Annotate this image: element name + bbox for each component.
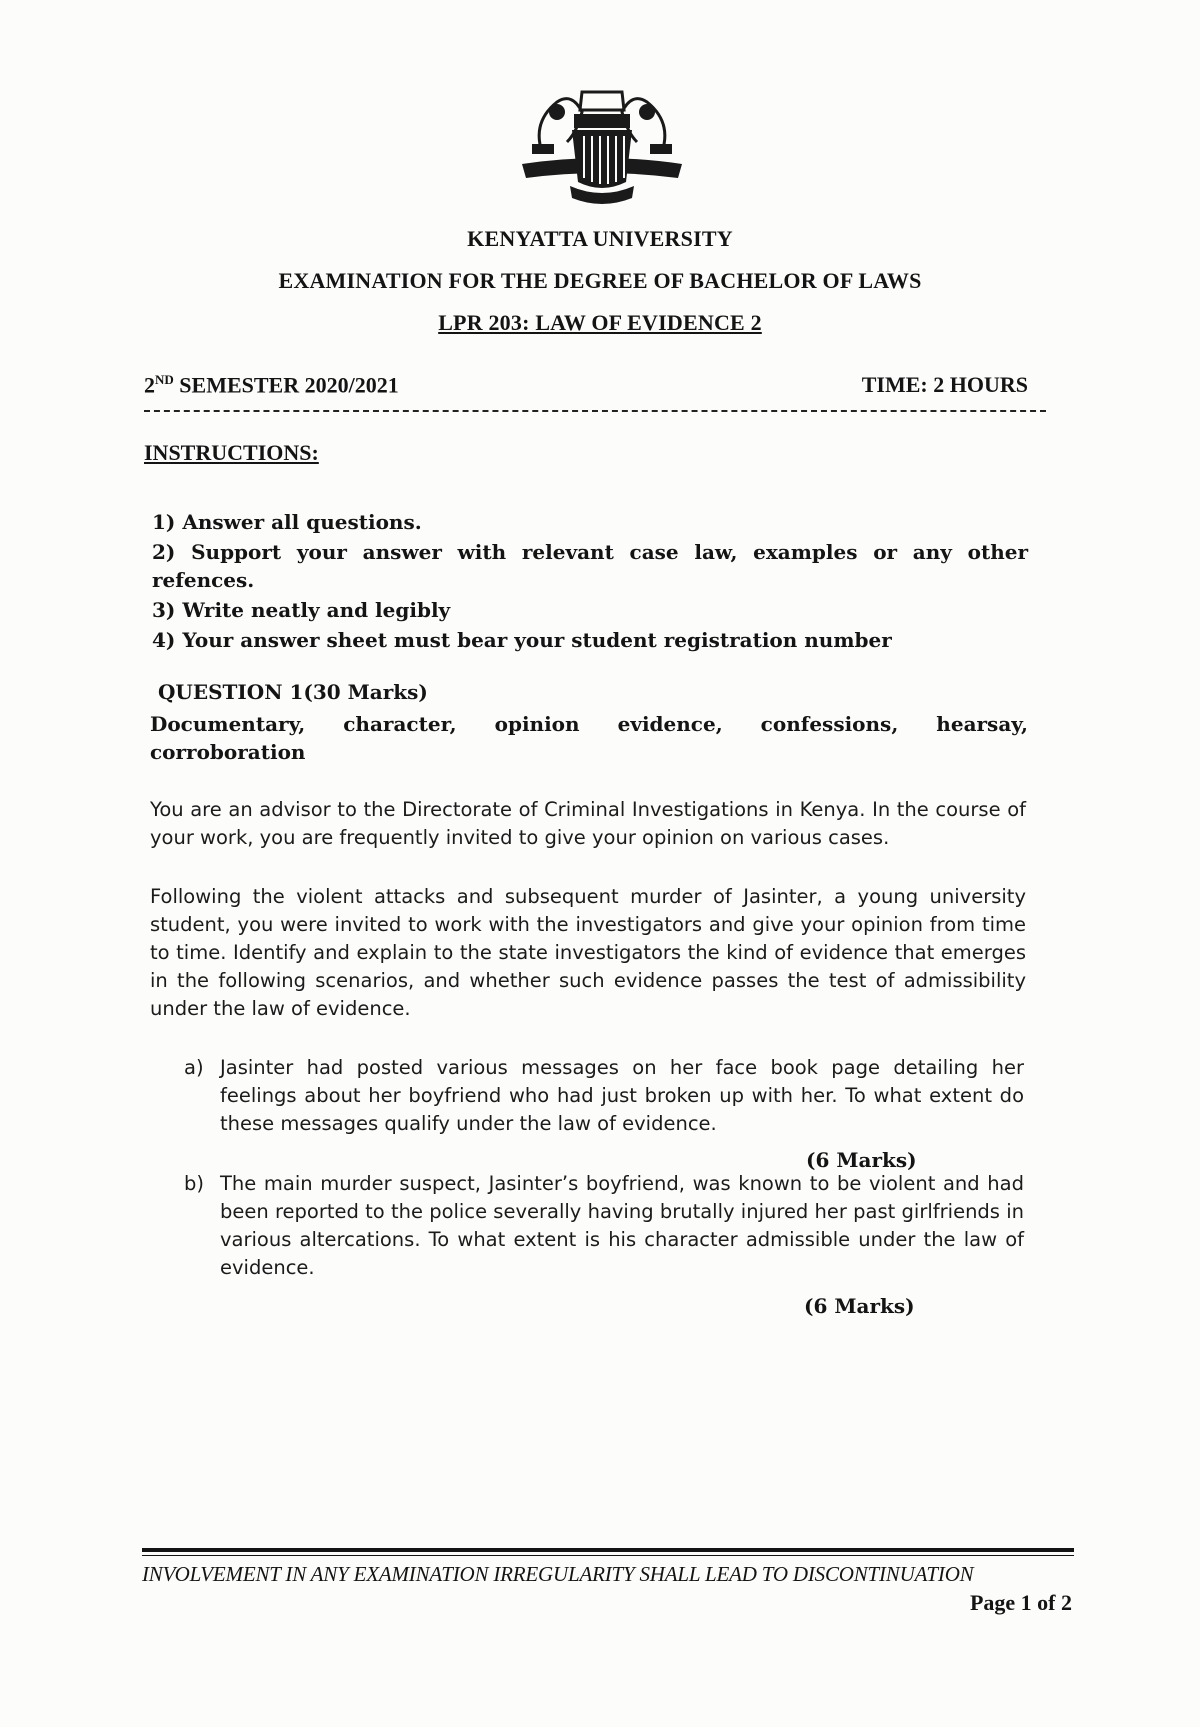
instruction-item: 2) Support your answer with relevant case law, examples or any other refences. <box>152 540 1028 592</box>
university-crest-icon <box>512 82 692 212</box>
exam-duration: TIME: 2 HOURS <box>861 372 1028 397</box>
sub-question-letter: b) <box>184 1172 204 1195</box>
sub-question-text: The main murder suspect, Jasinter’s boyfriend, was known to be violent and had been reported to the police severally having brutally injured her past girlfriends in various altercations. To what extent is his character admissible under the law of evidence. <box>220 1172 1024 1279</box>
footer-rule-thin <box>142 1555 1074 1556</box>
question-topics <box>150 710 1028 766</box>
marks-label: (6 Marks) <box>804 1294 915 1318</box>
instruction-item: 4) Your answer sheet must bear your student registration number <box>152 628 892 652</box>
topic: character, <box>343 712 457 736</box>
topic: corroboration <box>150 740 306 764</box>
sub-question-text: Jasinter had posted various messages on her face book page detailing her feelings about her boyfriend who had just broken up with her. To what extent do these messages qualify under the law of evidence. <box>220 1056 1024 1135</box>
sub-question-a <box>184 1054 1024 1138</box>
topic: evidence, <box>617 712 723 736</box>
page-number: Page 1 of 2 <box>969 1590 1072 1615</box>
semester-number: 2 <box>144 372 155 398</box>
course-title-text: LPR 203: LAW OF EVIDENCE 2 <box>438 310 762 335</box>
instructions-title: INSTRUCTIONS: <box>144 440 319 465</box>
course-title <box>0 310 1200 336</box>
topic: opinion <box>494 712 580 736</box>
question-title: QUESTION 1(30 Marks) <box>158 680 428 704</box>
topic: Documentary, <box>150 712 306 736</box>
header-divider <box>144 410 1046 412</box>
marks-label: (6 Marks) <box>806 1148 917 1172</box>
question-paragraph: Following the violent attacks and subsequent murder of Jasinter, a young university student, you were invited to work with the investigators and give your opinion from time to time. Identify and explain to the state investigators the kind of evidence that emerges in the following scenarios, and whether such evidence passes the test of admissibility under the law of evidence. <box>150 885 1026 1020</box>
semester-suffix: ND <box>155 372 174 387</box>
topic: hearsay, <box>936 712 1028 736</box>
sub-question-b <box>184 1170 1024 1282</box>
footer-warning: INVOLVEMENT IN ANY EXAMINATION IRREGULARITY SHALL LEAD TO DISCONTINUATION <box>142 1562 974 1586</box>
footer-rule <box>142 1548 1074 1552</box>
topics-line <box>150 710 1028 738</box>
instructions-list <box>152 508 1028 656</box>
university-name: KENYATTA UNIVERSITY <box>467 226 733 251</box>
topic: confessions, <box>760 712 899 736</box>
semester-text: SEMESTER 2020/2021 <box>173 372 399 398</box>
question-paragraph: You are an advisor to the Directorate of Criminal Investigations in Kenya. In the course of your work, you are frequently invited to give your opinion on various cases. <box>150 798 1026 849</box>
semester <box>144 372 399 398</box>
instruction-item: 3) Write neatly and legibly <box>152 598 451 622</box>
exam-title: EXAMINATION FOR THE DEGREE OF BACHELOR OF LAWS <box>278 268 922 293</box>
sub-question-letter: a) <box>184 1056 204 1079</box>
instruction-item: 1) Answer all questions. <box>152 510 422 534</box>
